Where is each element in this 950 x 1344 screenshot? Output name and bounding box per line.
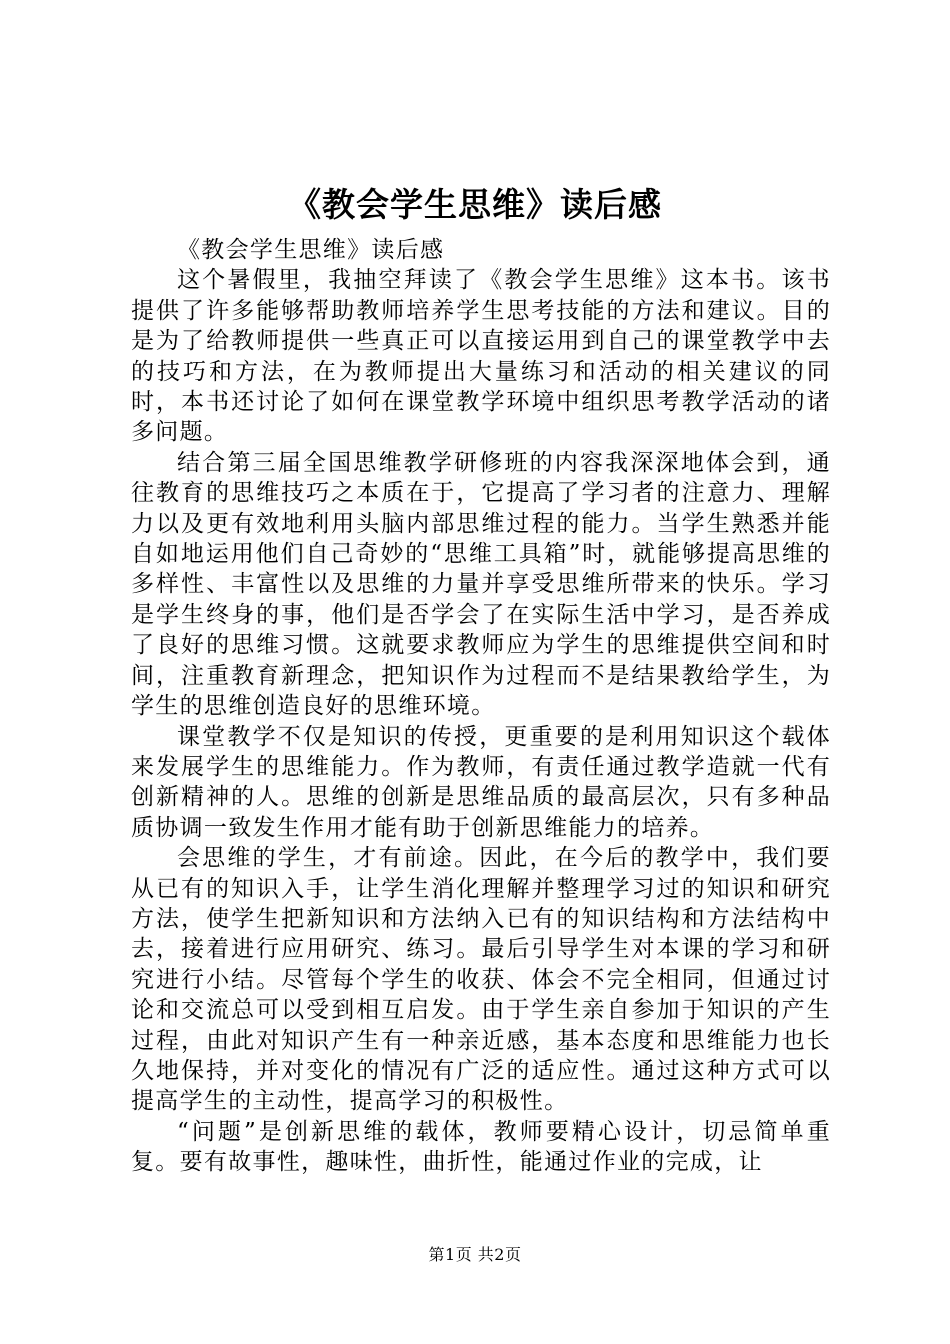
document-body xyxy=(131,235,831,1178)
paragraph-3: 课堂教学不仅是知识的传授，更重要的是利用知识这个载体来发展学生的思维能力。作为教师，有责任通过教学造就一代有创新精神的人。思维的创新是思维品质的最高层次，只有多种品质协调一致发生作用才能有助于创新思维能力的培养。 xyxy=(131,723,831,841)
paragraph-1: 这个暑假里，我抽空拜读了《教会学生思维》这本书。该书提供了许多能够帮助教师培养学生思考技能的方法和建议。目的是为了给教师提供一些真正可以直接运用到自己的课堂教学中去的技巧和方法，在为教师提出大量练习和活动的相关建议的同时，本书还讨论了如何在课堂教学环境中组织思考教学活动的诸多问题。 xyxy=(131,267,831,446)
paragraph-4: 会思维的学生，才有前途。因此，在今后的教学中，我们要从已有的知识入手，让学生消化理解并整理学习过的知识和研究方法，使学生把新知识和方法纳入已有的知识结构和方法结构中去，接着进行应用研究、练习。最后引导学生对本课的学习和研究进行小结。尽管每个学生的收获、体会不完全相同，但通过讨论和交流总可以受到相互启发。由于学生亲自参加于知识的产生过程，由此对知识产生有一种亲近感，基本态度和思维能力也长久地保持，并对变化的情况有广泛的适应性。通过这种方式可以提高学生的主动性，提高学习的积极性。 xyxy=(131,845,831,1115)
document-title: 《教会学生思维》读后感 xyxy=(288,185,662,224)
document-subtitle: 《教会学生思维》读后感 xyxy=(177,237,445,263)
page-number-footer: 第1页 共2页 xyxy=(428,1245,522,1264)
paragraph-2: 结合第三届全国思维教学研修班的内容我深深地体会到，通往教育的思维技巧之本质在于，它提高了学习者的注意力、理解力以及更有效地利用头脑内部思维过程的能力。当学生熟悉并能自如地运用他们自己奇妙的“思维工具箱”时，就能够提高思维的多样性、丰富性以及思维的力量并享受思维所带来的快乐。学习是学生终身的事，他们是否学会了在实际生活中学习，是否养成了良好的思维习惯。这就要求教师应为学生的思维提供空间和时间，注重教育新理念，把知识作为过程而不是结果教给学生，为学生的思维创造良好的思维环境。 xyxy=(131,449,831,720)
paragraph-5: “问题”是创新思维的载体，教师要精心设计，切忌简单重复。要有故事性，趣味性，曲折性，能通过作业的完成，让 xyxy=(131,1118,831,1176)
